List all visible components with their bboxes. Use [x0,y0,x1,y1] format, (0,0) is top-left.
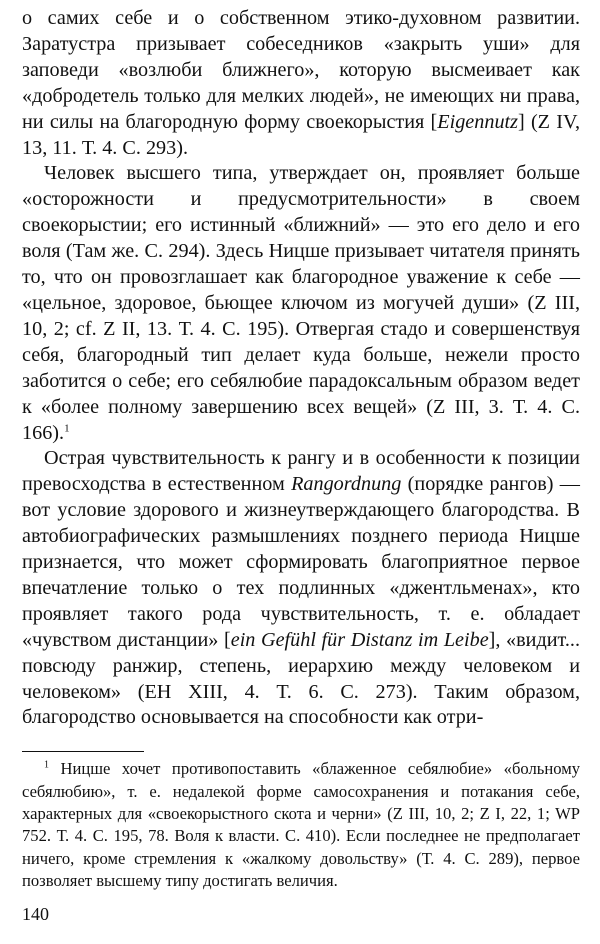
paragraph-1 [22,6,580,161]
term-eigennutz: Eigennutz [437,110,519,133]
footnote-marker: 1 [44,759,49,771]
footnote-paragraph [22,758,580,892]
paragraph-3-text-c: ], «видит... повсюду ранжир, степень, иерархию между человеком и человеком» (EH XIII, 4. Т. 6. С. 273). Таким образом, благородство основывается на способности как отри- [22,628,580,729]
footnote [22,758,580,892]
paragraph-3-text-b: (порядке рангов) — вот условие здорового и жизнеутверждающего благородства. В автобиографических размышлениях позднего периода Ницше признается, что может сформировать благоприятное первое впечатление только о тех подлинных «джентльменах», кто проявляет такого рода чувствительность, т. е. обладает «чувством дистанции» [ [22,473,580,651]
paragraph-3 [22,446,580,731]
paragraph-2-text: Человек высшего типа, утверждает он, проявляет больше «осторожности и предусмотрительности» в своем своекорыстии; его истинный «ближний» — это его дело и его воля (Там же. С. 294). Здесь Ницше призывает читателя принять то, что он провозглашает как благородное уважение к себе — «цельное, здоровое, бьющее ключом из могучей души» (Z III, 10, 2; cf. Z II, 13. Т. 4. С. 195). Отвергая стадо и совершенствуя себя, благородный тип делает куда больше, нежели просто заботится о себе; его себялюбие парадоксальным образом ведет к «более полному завершению всех вещей» (Z III, 3. Т. 4. С. 166). [22,162,580,444]
term-gefuehl-fuer-distanz: ein Gefühl für Distanz im Leibe [230,628,489,651]
footnote-reference: 1 [64,421,70,434]
page-number: 140 [22,904,49,924]
footnote-text: Ницше хочет противопоставить «блаженное себялюбие» «больному себялюбию», т. е. недалекой форме самосохранения и потакания себе, характерных для «своекорыстного скота и черни» (Z III, 10, 2; Z I, 22, 1; WP 752. Т. 4. С. 195, 78. Воля к власти. С. 410). Если последнее не предполагает ничего, кроме стремления к «жалкому довольству» (Т. 4. С. 289), первое позволяет высшему типу достигать величия. [22,759,580,890]
paragraph-2 [22,161,580,446]
main-text [22,6,580,731]
paragraph-1-text: о самих себе и о собственном этико-духовном развитии. Заратустра призывает собеседников «закрыть уши» для заповеди «возлюби ближнего», которую высмеивает как «добродетель только для мелких людей», не имеющих ни права, ни силы на благородную форму своекорыстия [ [22,7,580,133]
paragraph-3-text-a: Острая чувствительность к рангу и в особенности к позиции превосходства в естественном [22,447,580,496]
book-page [22,6,580,892]
footnote-divider [22,751,144,752]
term-rangordnung: Rangordnung [291,473,402,496]
paragraph-1-end: ] (Z IV, 13, 11. Т. 4. С. 293). [22,110,580,159]
